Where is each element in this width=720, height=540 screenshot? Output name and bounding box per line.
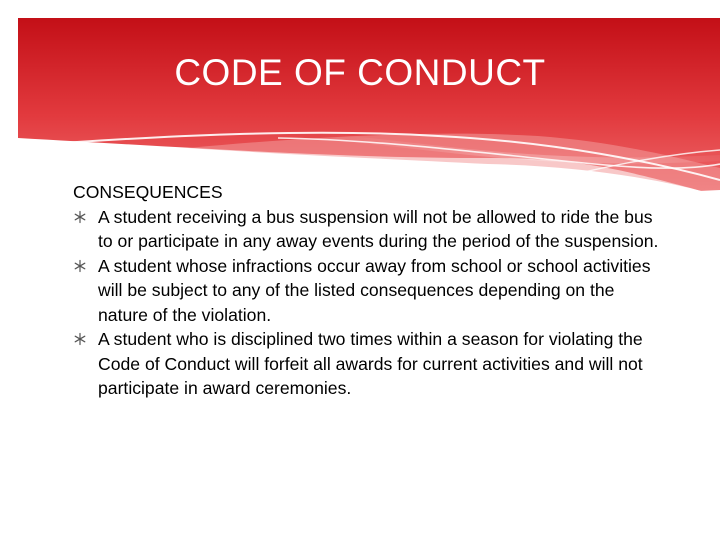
list-item (73, 205, 663, 254)
slide-title: CODE OF CONDUCT (174, 52, 546, 93)
asterisk-icon (73, 259, 87, 273)
bullet-list (73, 205, 663, 401)
bullet-text: A student who is disciplined two times within a season for violating the Code of Conduct will forfeit all awards for current activities and will not participate in award ceremonies. (98, 329, 643, 398)
header-banner (18, 18, 720, 196)
section-heading: CONSEQUENCES (73, 182, 223, 202)
asterisk-icon (73, 210, 87, 224)
bullet-text: A student receiving a bus suspension will not be allowed to ride the bus to or participate in any away events during the period of the suspension. (98, 206, 659, 251)
list-item (73, 254, 663, 328)
slide-body (73, 180, 663, 401)
header-background (18, 18, 720, 196)
asterisk-icon (73, 332, 87, 346)
list-item (73, 327, 663, 401)
bullet-text: A student whose infractions occur away from school or school activities will be subject to any of the listed consequences depending on the nature of the violation. (98, 255, 651, 325)
